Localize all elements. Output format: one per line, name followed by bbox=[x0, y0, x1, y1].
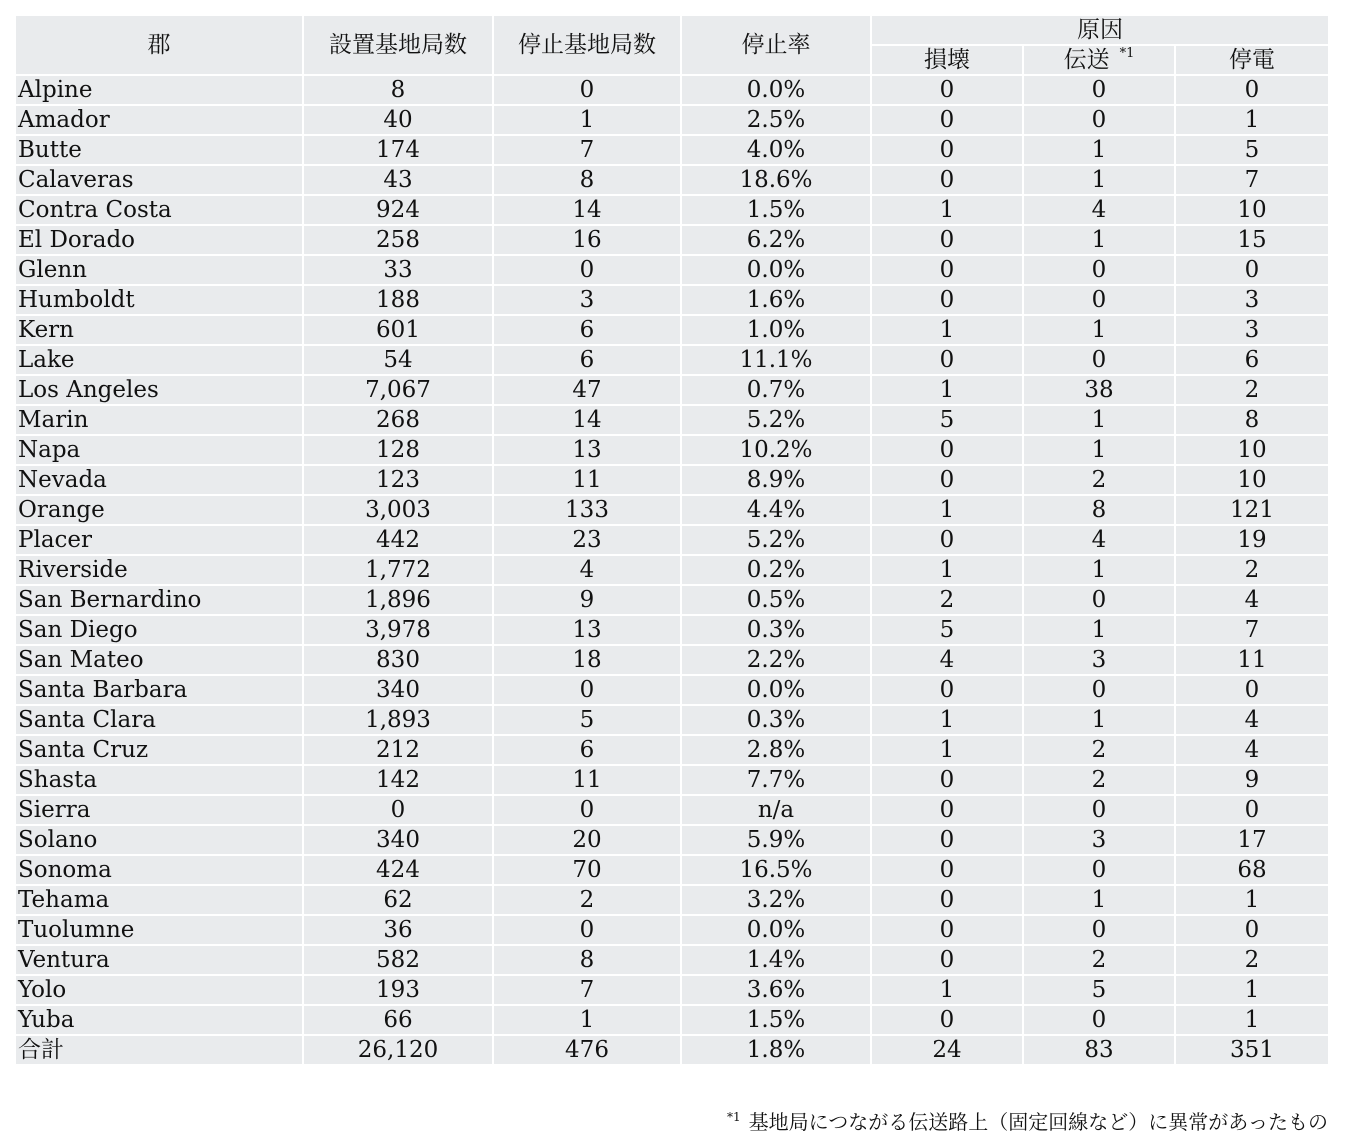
cell-stopped: 14 bbox=[493, 405, 681, 435]
cell-transmission: 2 bbox=[1023, 735, 1175, 765]
cell-installed: 582 bbox=[303, 945, 493, 975]
cell-power: 0 bbox=[1175, 915, 1329, 945]
cell-transmission: 0 bbox=[1023, 105, 1175, 135]
cell-county: Riverside bbox=[15, 555, 303, 585]
cell-transmission: 1 bbox=[1023, 705, 1175, 735]
cell-stopped: 9 bbox=[493, 585, 681, 615]
cell-rate: 2.2% bbox=[681, 645, 871, 675]
cell-power: 0 bbox=[1175, 255, 1329, 285]
cell-county: Yolo bbox=[15, 975, 303, 1005]
cell-damage: 0 bbox=[871, 945, 1023, 975]
cell-power: 15 bbox=[1175, 225, 1329, 255]
cell-stopped: 0 bbox=[493, 255, 681, 285]
cell-rate: 3.2% bbox=[681, 885, 871, 915]
cell-stopped: 13 bbox=[493, 615, 681, 645]
cell-rate: 2.8% bbox=[681, 735, 871, 765]
cell-county: Sonoma bbox=[15, 855, 303, 885]
table-row bbox=[15, 855, 1329, 885]
cell-stopped: 20 bbox=[493, 825, 681, 855]
cell-rate: 3.6% bbox=[681, 975, 871, 1005]
cell-power: 7 bbox=[1175, 615, 1329, 645]
footnote-text: 基地局につながる伝送路上（固定回線など）に異常があったもの bbox=[748, 1110, 1328, 1134]
cell-installed: 3,978 bbox=[303, 615, 493, 645]
footnote bbox=[727, 1108, 1328, 1136]
cell-transmission: 2 bbox=[1023, 465, 1175, 495]
cell-rate: 2.5% bbox=[681, 105, 871, 135]
cell-installed: 7,067 bbox=[303, 375, 493, 405]
cell-county: Solano bbox=[15, 825, 303, 855]
table-row bbox=[15, 495, 1329, 525]
cell-county: Sierra bbox=[15, 795, 303, 825]
cell-rate: 0.0% bbox=[681, 675, 871, 705]
cell-power: 3 bbox=[1175, 285, 1329, 315]
cell-installed: 268 bbox=[303, 405, 493, 435]
cell-stopped: 14 bbox=[493, 195, 681, 225]
table-row bbox=[15, 465, 1329, 495]
cell-power: 1 bbox=[1175, 885, 1329, 915]
cell-installed: 0 bbox=[303, 795, 493, 825]
cell-damage: 5 bbox=[871, 405, 1023, 435]
cell-stopped: 0 bbox=[493, 75, 681, 105]
cell-rate: 5.2% bbox=[681, 525, 871, 555]
table-row bbox=[15, 255, 1329, 285]
table-row bbox=[15, 795, 1329, 825]
cell-transmission: 1 bbox=[1023, 405, 1175, 435]
cell-power: 10 bbox=[1175, 195, 1329, 225]
cell-installed: 66 bbox=[303, 1005, 493, 1035]
cell-transmission: 1 bbox=[1023, 435, 1175, 465]
cell-county: San Diego bbox=[15, 615, 303, 645]
table-row bbox=[15, 765, 1329, 795]
cell-transmission: 0 bbox=[1023, 75, 1175, 105]
outage-table-container bbox=[14, 14, 1330, 1066]
cell-county: Humboldt bbox=[15, 285, 303, 315]
cell-rate: 7.7% bbox=[681, 765, 871, 795]
cell-installed: 601 bbox=[303, 315, 493, 345]
cell-transmission: 0 bbox=[1023, 285, 1175, 315]
cell-power: 121 bbox=[1175, 495, 1329, 525]
cell-transmission: 1 bbox=[1023, 165, 1175, 195]
cell-county: Amador bbox=[15, 105, 303, 135]
cell-stopped: 0 bbox=[493, 795, 681, 825]
table-row bbox=[15, 585, 1329, 615]
cell-damage: 0 bbox=[871, 915, 1023, 945]
cell-rate: 0.7% bbox=[681, 375, 871, 405]
header-damage: 損壊 bbox=[871, 45, 1023, 75]
cell-power: 0 bbox=[1175, 675, 1329, 705]
header-installed: 設置基地局数 bbox=[303, 15, 493, 75]
cell-power: 0 bbox=[1175, 75, 1329, 105]
cell-power: 7 bbox=[1175, 165, 1329, 195]
cell-installed: 1,893 bbox=[303, 705, 493, 735]
cell-rate: 5.2% bbox=[681, 405, 871, 435]
cell-rate: 11.1% bbox=[681, 345, 871, 375]
cell-rate: 1.8% bbox=[681, 1035, 871, 1065]
cell-stopped: 47 bbox=[493, 375, 681, 405]
cell-rate: 5.9% bbox=[681, 825, 871, 855]
cell-rate: 0.0% bbox=[681, 75, 871, 105]
cell-county: Napa bbox=[15, 435, 303, 465]
cell-county: Shasta bbox=[15, 765, 303, 795]
table-row bbox=[15, 135, 1329, 165]
cell-rate: 1.0% bbox=[681, 315, 871, 345]
cell-damage: 1 bbox=[871, 705, 1023, 735]
cell-damage: 0 bbox=[871, 765, 1023, 795]
cell-stopped: 7 bbox=[493, 135, 681, 165]
cell-transmission: 1 bbox=[1023, 135, 1175, 165]
table-header bbox=[15, 15, 1329, 75]
cell-transmission: 0 bbox=[1023, 915, 1175, 945]
cell-stopped: 7 bbox=[493, 975, 681, 1005]
cell-county: Santa Barbara bbox=[15, 675, 303, 705]
cell-installed: 123 bbox=[303, 465, 493, 495]
cell-rate: 18.6% bbox=[681, 165, 871, 195]
cell-transmission: 3 bbox=[1023, 825, 1175, 855]
cell-county: San Bernardino bbox=[15, 585, 303, 615]
cell-installed: 142 bbox=[303, 765, 493, 795]
cell-power: 6 bbox=[1175, 345, 1329, 375]
cell-power: 10 bbox=[1175, 435, 1329, 465]
cell-damage: 1 bbox=[871, 555, 1023, 585]
cell-transmission: 5 bbox=[1023, 975, 1175, 1005]
cell-transmission: 4 bbox=[1023, 195, 1175, 225]
cell-county: Ventura bbox=[15, 945, 303, 975]
cell-transmission: 8 bbox=[1023, 495, 1175, 525]
cell-stopped: 5 bbox=[493, 705, 681, 735]
cell-installed: 188 bbox=[303, 285, 493, 315]
cell-county: Nevada bbox=[15, 465, 303, 495]
cell-county: San Mateo bbox=[15, 645, 303, 675]
cell-transmission: 0 bbox=[1023, 255, 1175, 285]
cell-damage: 5 bbox=[871, 615, 1023, 645]
cell-county: Santa Cruz bbox=[15, 735, 303, 765]
table-row bbox=[15, 375, 1329, 405]
cell-installed: 26,120 bbox=[303, 1035, 493, 1065]
cell-damage: 1 bbox=[871, 375, 1023, 405]
cell-power: 5 bbox=[1175, 135, 1329, 165]
cell-county: Alpine bbox=[15, 75, 303, 105]
cell-installed: 54 bbox=[303, 345, 493, 375]
cell-damage: 0 bbox=[871, 855, 1023, 885]
table-row bbox=[15, 915, 1329, 945]
table-row bbox=[15, 885, 1329, 915]
cell-stopped: 16 bbox=[493, 225, 681, 255]
cell-stopped: 1 bbox=[493, 1005, 681, 1035]
cell-stopped: 11 bbox=[493, 465, 681, 495]
base-station-outage-table bbox=[14, 14, 1330, 1066]
table-row bbox=[15, 75, 1329, 105]
header-cause: 原因 bbox=[871, 15, 1329, 45]
cell-county: Santa Clara bbox=[15, 705, 303, 735]
cell-damage: 0 bbox=[871, 675, 1023, 705]
table-row bbox=[15, 225, 1329, 255]
table-row bbox=[15, 705, 1329, 735]
cell-rate: 1.5% bbox=[681, 1005, 871, 1035]
cell-damage: 0 bbox=[871, 165, 1023, 195]
cell-damage: 0 bbox=[871, 465, 1023, 495]
cell-power: 351 bbox=[1175, 1035, 1329, 1065]
table-row bbox=[15, 825, 1329, 855]
cell-rate: 6.2% bbox=[681, 225, 871, 255]
footnote-mark: *1 bbox=[726, 1110, 741, 1124]
header-stopped: 停止基地局数 bbox=[493, 15, 681, 75]
table-row bbox=[15, 195, 1329, 225]
cell-installed: 128 bbox=[303, 435, 493, 465]
cell-transmission: 0 bbox=[1023, 585, 1175, 615]
table-row bbox=[15, 675, 1329, 705]
table-row bbox=[15, 645, 1329, 675]
cell-county: El Dorado bbox=[15, 225, 303, 255]
cell-installed: 193 bbox=[303, 975, 493, 1005]
cell-stopped: 3 bbox=[493, 285, 681, 315]
cell-installed: 1,772 bbox=[303, 555, 493, 585]
header-transmission bbox=[1023, 45, 1175, 75]
cell-installed: 442 bbox=[303, 525, 493, 555]
cell-stopped: 1 bbox=[493, 105, 681, 135]
cell-county: Butte bbox=[15, 135, 303, 165]
cell-power: 68 bbox=[1175, 855, 1329, 885]
cell-damage: 0 bbox=[871, 345, 1023, 375]
cell-rate: 0.0% bbox=[681, 255, 871, 285]
cell-power: 8 bbox=[1175, 405, 1329, 435]
cell-power: 2 bbox=[1175, 555, 1329, 585]
cell-power: 3 bbox=[1175, 315, 1329, 345]
cell-transmission: 1 bbox=[1023, 615, 1175, 645]
cell-stopped: 6 bbox=[493, 315, 681, 345]
header-transmission-note: *1 bbox=[1119, 46, 1135, 61]
cell-rate: 16.5% bbox=[681, 855, 871, 885]
cell-transmission: 4 bbox=[1023, 525, 1175, 555]
table-row bbox=[15, 285, 1329, 315]
cell-stopped: 476 bbox=[493, 1035, 681, 1065]
cell-damage: 1 bbox=[871, 495, 1023, 525]
cell-stopped: 0 bbox=[493, 915, 681, 945]
cell-power: 10 bbox=[1175, 465, 1329, 495]
cell-installed: 36 bbox=[303, 915, 493, 945]
cell-power: 2 bbox=[1175, 945, 1329, 975]
cell-power: 2 bbox=[1175, 375, 1329, 405]
table-row bbox=[15, 405, 1329, 435]
cell-installed: 43 bbox=[303, 165, 493, 195]
cell-transmission: 0 bbox=[1023, 675, 1175, 705]
cell-rate: 10.2% bbox=[681, 435, 871, 465]
cell-damage: 0 bbox=[871, 285, 1023, 315]
cell-rate: 4.4% bbox=[681, 495, 871, 525]
cell-installed: 340 bbox=[303, 675, 493, 705]
table-row bbox=[15, 435, 1329, 465]
cell-power: 4 bbox=[1175, 585, 1329, 615]
cell-power: 19 bbox=[1175, 525, 1329, 555]
cell-installed: 924 bbox=[303, 195, 493, 225]
table-row bbox=[15, 615, 1329, 645]
cell-damage: 24 bbox=[871, 1035, 1023, 1065]
cell-rate: 1.6% bbox=[681, 285, 871, 315]
cell-damage: 0 bbox=[871, 75, 1023, 105]
cell-transmission: 0 bbox=[1023, 1005, 1175, 1035]
cell-damage: 0 bbox=[871, 255, 1023, 285]
cell-county: Tuolumne bbox=[15, 915, 303, 945]
cell-power: 4 bbox=[1175, 705, 1329, 735]
table-row bbox=[15, 105, 1329, 135]
table-row bbox=[15, 165, 1329, 195]
cell-county: Los Angeles bbox=[15, 375, 303, 405]
cell-stopped: 23 bbox=[493, 525, 681, 555]
table-body bbox=[15, 75, 1329, 1065]
cell-transmission: 2 bbox=[1023, 765, 1175, 795]
cell-transmission: 1 bbox=[1023, 885, 1175, 915]
table-row bbox=[15, 315, 1329, 345]
table-row bbox=[15, 975, 1329, 1005]
cell-county: Kern bbox=[15, 315, 303, 345]
cell-damage: 0 bbox=[871, 1005, 1023, 1035]
cell-installed: 62 bbox=[303, 885, 493, 915]
table-row bbox=[15, 945, 1329, 975]
header-rate: 停止率 bbox=[681, 15, 871, 75]
cell-damage: 1 bbox=[871, 315, 1023, 345]
cell-stopped: 133 bbox=[493, 495, 681, 525]
cell-installed: 830 bbox=[303, 645, 493, 675]
table-row bbox=[15, 1005, 1329, 1035]
cell-stopped: 6 bbox=[493, 345, 681, 375]
cell-installed: 174 bbox=[303, 135, 493, 165]
cell-power: 11 bbox=[1175, 645, 1329, 675]
table-row bbox=[15, 345, 1329, 375]
cell-transmission: 0 bbox=[1023, 795, 1175, 825]
cell-county: Placer bbox=[15, 525, 303, 555]
cell-rate: 8.9% bbox=[681, 465, 871, 495]
cell-installed: 3,003 bbox=[303, 495, 493, 525]
cell-rate: 0.2% bbox=[681, 555, 871, 585]
cell-transmission: 3 bbox=[1023, 645, 1175, 675]
cell-county: Orange bbox=[15, 495, 303, 525]
cell-rate: n/a bbox=[681, 795, 871, 825]
cell-stopped: 11 bbox=[493, 765, 681, 795]
cell-rate: 0.3% bbox=[681, 705, 871, 735]
cell-power: 17 bbox=[1175, 825, 1329, 855]
cell-damage: 1 bbox=[871, 735, 1023, 765]
cell-damage: 0 bbox=[871, 795, 1023, 825]
total-row bbox=[15, 1035, 1329, 1065]
cell-county: Glenn bbox=[15, 255, 303, 285]
cell-power: 4 bbox=[1175, 735, 1329, 765]
cell-stopped: 0 bbox=[493, 675, 681, 705]
cell-transmission: 83 bbox=[1023, 1035, 1175, 1065]
cell-damage: 0 bbox=[871, 225, 1023, 255]
cell-installed: 212 bbox=[303, 735, 493, 765]
cell-transmission: 1 bbox=[1023, 315, 1175, 345]
cell-power: 1 bbox=[1175, 975, 1329, 1005]
cell-county: Lake bbox=[15, 345, 303, 375]
cell-installed: 33 bbox=[303, 255, 493, 285]
cell-rate: 1.5% bbox=[681, 195, 871, 225]
cell-power: 1 bbox=[1175, 105, 1329, 135]
cell-damage: 1 bbox=[871, 975, 1023, 1005]
cell-damage: 1 bbox=[871, 195, 1023, 225]
cell-county: Yuba bbox=[15, 1005, 303, 1035]
cell-rate: 0.3% bbox=[681, 615, 871, 645]
cell-installed: 258 bbox=[303, 225, 493, 255]
cell-damage: 0 bbox=[871, 135, 1023, 165]
cell-rate: 1.4% bbox=[681, 945, 871, 975]
cell-stopped: 18 bbox=[493, 645, 681, 675]
table-row bbox=[15, 525, 1329, 555]
cell-stopped: 6 bbox=[493, 735, 681, 765]
cell-installed: 424 bbox=[303, 855, 493, 885]
cell-damage: 0 bbox=[871, 825, 1023, 855]
cell-stopped: 8 bbox=[493, 165, 681, 195]
header-county: 郡 bbox=[15, 15, 303, 75]
cell-installed: 8 bbox=[303, 75, 493, 105]
cell-damage: 0 bbox=[871, 885, 1023, 915]
cell-rate: 0.5% bbox=[681, 585, 871, 615]
table-row bbox=[15, 555, 1329, 585]
cell-rate: 0.0% bbox=[681, 915, 871, 945]
cell-rate: 4.0% bbox=[681, 135, 871, 165]
cell-installed: 40 bbox=[303, 105, 493, 135]
cell-stopped: 2 bbox=[493, 885, 681, 915]
cell-damage: 2 bbox=[871, 585, 1023, 615]
cell-transmission: 1 bbox=[1023, 555, 1175, 585]
cell-damage: 0 bbox=[871, 105, 1023, 135]
cell-damage: 4 bbox=[871, 645, 1023, 675]
cell-stopped: 70 bbox=[493, 855, 681, 885]
cell-installed: 1,896 bbox=[303, 585, 493, 615]
cell-county: Tehama bbox=[15, 885, 303, 915]
cell-transmission: 1 bbox=[1023, 225, 1175, 255]
cell-damage: 0 bbox=[871, 435, 1023, 465]
cell-transmission: 0 bbox=[1023, 345, 1175, 375]
cell-transmission: 38 bbox=[1023, 375, 1175, 405]
cell-county: Contra Costa bbox=[15, 195, 303, 225]
cell-transmission: 2 bbox=[1023, 945, 1175, 975]
header-power: 停電 bbox=[1175, 45, 1329, 75]
cell-power: 0 bbox=[1175, 795, 1329, 825]
cell-county: Marin bbox=[15, 405, 303, 435]
cell-county: 合計 bbox=[15, 1035, 303, 1065]
cell-power: 9 bbox=[1175, 765, 1329, 795]
cell-stopped: 8 bbox=[493, 945, 681, 975]
cell-transmission: 0 bbox=[1023, 855, 1175, 885]
cell-damage: 0 bbox=[871, 525, 1023, 555]
cell-stopped: 13 bbox=[493, 435, 681, 465]
cell-stopped: 4 bbox=[493, 555, 681, 585]
cell-installed: 340 bbox=[303, 825, 493, 855]
header-transmission-label: 伝送 bbox=[1063, 47, 1110, 73]
cell-county: Calaveras bbox=[15, 165, 303, 195]
table-row bbox=[15, 735, 1329, 765]
cell-power: 1 bbox=[1175, 1005, 1329, 1035]
